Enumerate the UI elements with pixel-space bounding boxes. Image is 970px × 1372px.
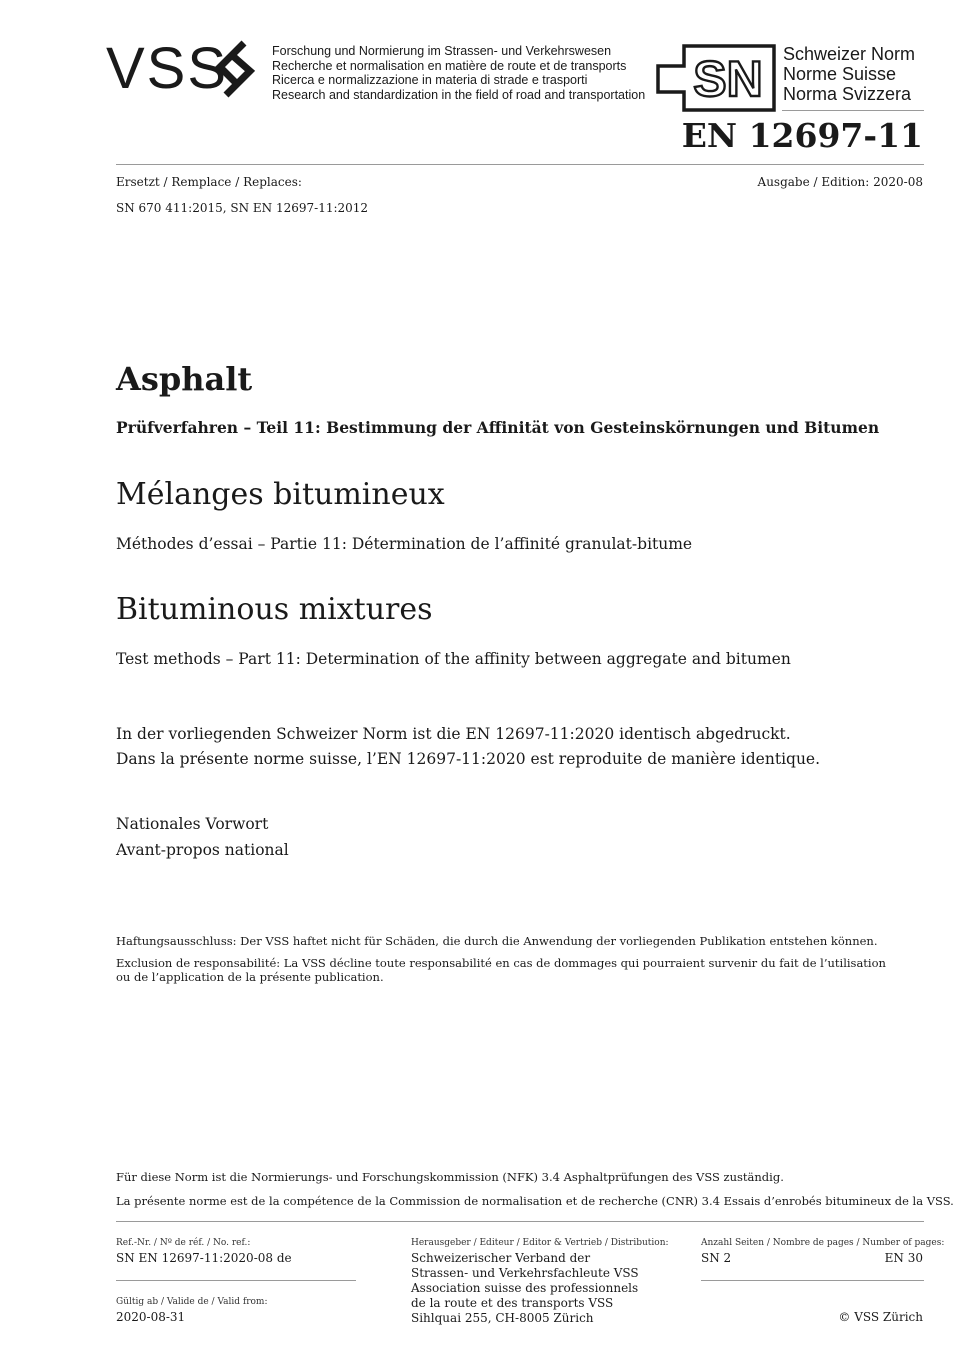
title-fr: Mélanges bitumineux xyxy=(116,477,445,512)
pages-sn: SN 2 xyxy=(701,1251,732,1265)
copyright: © VSS Zürich xyxy=(838,1310,923,1324)
vss-taglines xyxy=(272,44,645,102)
pages-label: Anzahl Seiten / Nombre de pages / Number of pages: xyxy=(701,1238,945,1248)
replaces-value: SN 670 411:2015, SN EN 12697-11:2012 xyxy=(116,201,369,215)
sn-label-it: Norma Svizzera xyxy=(783,84,912,104)
national-foreword-de: Nationales Vorwort xyxy=(116,815,269,833)
subtitle-fr: Méthodes d’essai – Partie 11: Détermination de l’affinité granulat-bitume xyxy=(116,535,693,553)
title-de: Asphalt xyxy=(116,360,253,398)
publisher-line: Strassen- und Verkehrsfachleute VSS xyxy=(411,1266,639,1280)
identical-note-de: In der vorliegenden Schweizer Norm ist die EN 12697-11:2020 identisch abgedruckt. xyxy=(116,725,791,743)
header-divider xyxy=(116,164,924,165)
publisher-line: de la route et des transports VSS xyxy=(411,1296,614,1310)
vss-logo-text: VSS xyxy=(106,36,229,101)
pages-en: EN 30 xyxy=(884,1251,923,1265)
commission-de: Für diese Norm ist die Normierungs- und Forschungskommission (NFK) 3.4 Asphaltprüfungen des VSS zuständig. xyxy=(116,1170,784,1184)
sn-logo-letters: SN xyxy=(693,51,763,107)
vss-tagline-fr: Recherche et normalisation en matière de route et de transports xyxy=(272,58,627,73)
sn-label-de: Schweizer Norm xyxy=(783,44,916,64)
valid-value: 2020-08-31 xyxy=(116,1310,186,1324)
ref-label: Ref.-Nr. / Nº de réf. / No. ref.: xyxy=(116,1238,251,1248)
subtitle-en: Test methods – Part 11: Determination of the affinity between aggregate and bitumen xyxy=(116,650,791,668)
sn-label-fr: Norme Suisse xyxy=(783,64,897,84)
swiss-cross-sn-logo-icon xyxy=(656,44,780,114)
edition: Ausgabe / Edition: 2020-08 xyxy=(757,175,923,189)
publisher-address xyxy=(411,1251,639,1326)
vss-tagline-de: Forschung und Normierung im Strassen- und Verkehrswesen xyxy=(272,44,612,58)
standard-number: EN 12697-11 xyxy=(681,116,923,155)
disclaimer-fr-line1: Exclusion de responsabilité: La VSS décline toute responsabilité en cas de dommages qui pourraient survenir du fait de l’utilisation xyxy=(116,956,886,970)
publisher-line: Schweizerischer Verband der xyxy=(411,1251,591,1265)
replaces-label: Ersetzt / Remplace / Replaces: xyxy=(116,175,302,189)
title-en: Bituminous mixtures xyxy=(116,592,433,627)
publisher-line: Association suisse des professionnels xyxy=(411,1281,639,1295)
vss-tagline-it: Ricerca e normalizzazione in materia di strade e trasporti xyxy=(272,73,588,87)
publisher-line: Sihlquai 255, CH-8005 Zürich xyxy=(411,1311,594,1325)
subtitle-de: Prüfverfahren – Teil 11: Bestimmung der Affinität von Gesteinskörnungen und Bitumen xyxy=(116,418,880,437)
publisher-label: Herausgeber / Editeur / Editor & Vertrieb / Distribution: xyxy=(411,1238,669,1248)
footer-divider xyxy=(116,1221,924,1222)
valid-label: Gültig ab / Valide de / Valid from: xyxy=(116,1297,268,1307)
ref-value: SN EN 12697-11:2020-08 de xyxy=(116,1251,292,1265)
vss-tagline-en: Research and standardization in the field of road and transportation xyxy=(272,87,646,102)
national-foreword-fr: Avant-propos national xyxy=(116,841,289,859)
commission-fr: La présente norme est de la compétence de la Commission de normalisation et de recherche (CNR) 3.4 Essais d’enrobés bitumineux de la VSS. xyxy=(116,1194,954,1208)
footer-col3-divider xyxy=(701,1280,924,1281)
disclaimer-fr-line2: ou de l’application de la présente publication. xyxy=(116,970,384,984)
footer-col1-divider xyxy=(116,1280,356,1281)
sn-logo-underline xyxy=(782,110,924,111)
sn-labels xyxy=(783,44,915,104)
vss-logo-icon xyxy=(204,38,266,100)
identical-note-fr: Dans la présente norme suisse, l’EN 12697-11:2020 est reproduite de manière identique. xyxy=(116,750,821,768)
disclaimer-de: Haftungsausschluss: Der VSS haftet nicht für Schäden, die durch die Anwendung der vorliegenden Publikation entstehen können. xyxy=(116,934,878,948)
